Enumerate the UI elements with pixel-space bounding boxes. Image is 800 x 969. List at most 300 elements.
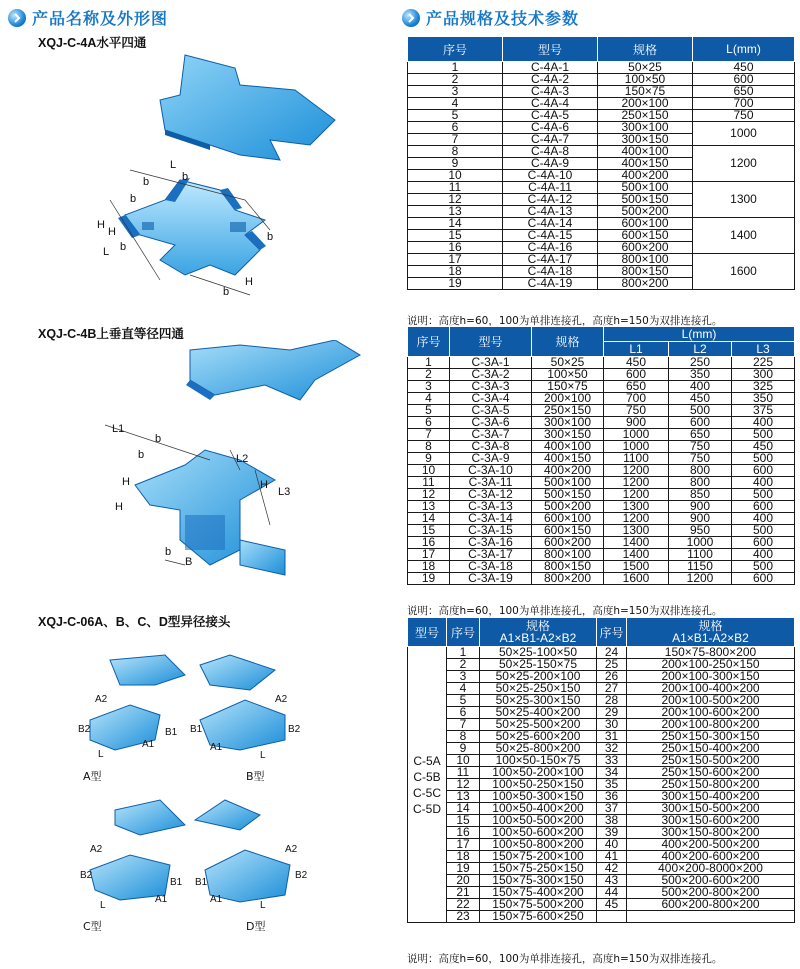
t3-row [408, 875, 795, 887]
t2-row [408, 525, 795, 537]
t1-cell-l: 1600 [693, 254, 795, 290]
t3-cell: 250×150-800×200 [627, 779, 795, 791]
reducer-b [200, 655, 285, 750]
t1-row [408, 182, 795, 194]
fig1-label-b4: b [120, 241, 127, 253]
t1-cell: C-4A-1 [503, 62, 598, 74]
t1-cell-l: 1200 [693, 146, 795, 182]
t3-header-model: 型号 [408, 618, 447, 647]
t3-cell: 40 [597, 839, 627, 851]
dim-b2-a: B2 [78, 724, 91, 735]
t1-cell: C-4A-9 [503, 158, 598, 170]
fig1-label-H3: H [245, 276, 253, 288]
t2-cell: 800 [669, 477, 732, 489]
t3-cell: 150×75-250×150 [480, 863, 597, 875]
t3-cell: 30 [597, 719, 627, 731]
t1-cell-l: 1400 [693, 218, 795, 254]
dim-b2-d: B2 [295, 870, 308, 881]
dim-b1-d: B1 [195, 877, 208, 888]
t1-row [408, 146, 795, 158]
table-4a [407, 36, 795, 290]
t2-cell: 450 [669, 393, 732, 405]
t2-cell: 350 [669, 369, 732, 381]
t3-cell: 28 [597, 695, 627, 707]
t2-cell: 1000 [669, 537, 732, 549]
t1-note: 说明：高度h=60，100为单排连接孔，高度h=150为双排连接孔。 [407, 315, 723, 327]
t3-cell: 44 [597, 887, 627, 899]
t2-cell: 600 [604, 369, 669, 381]
t2-cell: 600 [669, 417, 732, 429]
t1-cell: 500×200 [598, 206, 693, 218]
dim-a2-c: A2 [90, 844, 103, 855]
t1-cell: 17 [408, 254, 503, 266]
t3-cell: 42 [597, 863, 627, 875]
t2-cell: 13 [408, 501, 450, 513]
t2-cell: 225 [732, 357, 795, 369]
t2-cell: 1100 [669, 549, 732, 561]
t3-row [408, 803, 795, 815]
t3-cell: 300×150-500×200 [627, 803, 795, 815]
t2-cell: 800 [669, 465, 732, 477]
dim-a1-d: A1 [210, 894, 223, 905]
t1-cell: 250×150 [598, 110, 693, 122]
t2-header-no: 序号 [408, 327, 450, 357]
t2-header-spec: 规格 [532, 327, 604, 357]
t3-cell: 100×50-400×200 [480, 803, 597, 815]
dim-b1-c: B1 [170, 877, 183, 888]
cross-4a-diagram [70, 50, 400, 315]
t1-header-spec: 规格 [598, 37, 693, 62]
t2-cell: 1300 [604, 525, 669, 537]
t3-cell: 150×75-200×100 [480, 851, 597, 863]
t3-cell: 25 [597, 659, 627, 671]
t2-header-l3: L3 [732, 342, 795, 357]
dim-a1-a: A1 [142, 739, 155, 750]
t1-cell: 12 [408, 194, 503, 206]
t1-cell: 400×100 [598, 146, 693, 158]
t1-cell-l: 1000 [693, 122, 795, 146]
t3-row [408, 779, 795, 791]
t2-cell: 1300 [604, 501, 669, 513]
t2-cell: C-3A-8 [450, 441, 532, 453]
t2-cell: 375 [732, 405, 795, 417]
t3-cell: 39 [597, 827, 627, 839]
t2-cell: 850 [669, 489, 732, 501]
t2-cell: 1200 [604, 477, 669, 489]
t3-row [408, 683, 795, 695]
t3-row [408, 815, 795, 827]
t2-cell: 1200 [604, 489, 669, 501]
t2-cell: C-3A-10 [450, 465, 532, 477]
t3-cell: 31 [597, 731, 627, 743]
t3-cell: 400×200-600×200 [627, 851, 795, 863]
t2-cell: 400 [732, 513, 795, 525]
t1-cell: C-4A-16 [503, 242, 598, 254]
t3-cell: 27 [597, 683, 627, 695]
t2-cell: 200×100 [532, 393, 604, 405]
t1-cell: 2 [408, 74, 503, 86]
t1-cell: 400×150 [598, 158, 693, 170]
t1-cell: C-4A-13 [503, 206, 598, 218]
t3-header-no1: 序号 [447, 618, 480, 647]
t3-row [408, 851, 795, 863]
t1-header-model: 型号 [503, 37, 598, 62]
t2-cell: 8 [408, 441, 450, 453]
dim-a1-b: A1 [210, 742, 223, 753]
t2-row [408, 549, 795, 561]
t2-cell: 500×150 [532, 489, 604, 501]
t3-cell: 32 [597, 743, 627, 755]
fig2-label-H3: H [260, 479, 268, 491]
left-title-text: 产品名称及外形图 [32, 9, 169, 28]
t1-cell: 4 [408, 98, 503, 110]
t1-cell: 600×100 [598, 218, 693, 230]
t3-cell: 50×25-600×200 [480, 731, 597, 743]
t3-cell: 23 [447, 911, 480, 923]
type-b-label: B型 [246, 770, 265, 783]
t2-cell: C-3A-2 [450, 369, 532, 381]
t2-cell: 800×100 [532, 549, 604, 561]
t2-cell: C-3A-11 [450, 477, 532, 489]
t3-cell: 100×50-200×100 [480, 767, 597, 779]
t3-cell: 150×75-500×200 [480, 899, 597, 911]
t3-cell: 17 [447, 839, 480, 851]
t2-row [408, 357, 795, 369]
t1-cell: 7 [408, 134, 503, 146]
t2-cell: C-3A-1 [450, 357, 532, 369]
t2-cell: 1000 [604, 429, 669, 441]
t2-cell: 500 [732, 429, 795, 441]
t2-cell: 400×150 [532, 453, 604, 465]
t3-cell: 50×25-250×150 [480, 683, 597, 695]
dim-l-d: L [260, 900, 266, 911]
t2-cell: 900 [604, 417, 669, 429]
t3-row [408, 791, 795, 803]
t3-cell: 1 [447, 647, 480, 659]
t3-row [408, 899, 795, 911]
t3-cell: 200×100-600×200 [627, 707, 795, 719]
t3-cell: 50×25-100×50 [480, 647, 597, 659]
t1-cell: 500×150 [598, 194, 693, 206]
t3-row [408, 863, 795, 875]
dim-b2-b: B2 [288, 724, 301, 735]
t1-cell: 300×150 [598, 134, 693, 146]
t2-cell: 500×200 [532, 501, 604, 513]
dim-l-a: L [98, 749, 104, 760]
t3-cell: 50×25-200×100 [480, 671, 597, 683]
t3-cell: 14 [447, 803, 480, 815]
t2-row [408, 465, 795, 477]
t2-header-l1: L1 [604, 342, 669, 357]
t1-cell: C-4A-18 [503, 266, 598, 278]
t2-cell: C-3A-14 [450, 513, 532, 525]
t2-cell: 2 [408, 369, 450, 381]
t3-cell: 19 [447, 863, 480, 875]
t2-cell: C-3A-7 [450, 429, 532, 441]
t3-cell: 20 [447, 875, 480, 887]
t3-cell: 50×25-500×200 [480, 719, 597, 731]
t2-row [408, 453, 795, 465]
t2-cell: 17 [408, 549, 450, 561]
t3-cell: 33 [597, 755, 627, 767]
t1-cell: 11 [408, 182, 503, 194]
t3-cell: 300×150-800×200 [627, 827, 795, 839]
t3-row [408, 755, 795, 767]
t2-cell: 1400 [604, 549, 669, 561]
t3-cell: 37 [597, 803, 627, 815]
t3-row [408, 839, 795, 851]
t2-cell: 3 [408, 381, 450, 393]
t2-cell: 750 [669, 453, 732, 465]
right-title-text: 产品规格及技术参数 [426, 9, 580, 28]
t2-cell: 5 [408, 405, 450, 417]
t3-cell: 200×100-800×200 [627, 719, 795, 731]
t2-row [408, 561, 795, 573]
t3-row [408, 767, 795, 779]
t2-cell: 1200 [669, 573, 732, 585]
dim-b2-c: B2 [80, 870, 93, 881]
type-c-label: C型 [83, 920, 102, 933]
t1-cell: 5 [408, 110, 503, 122]
t3-cell: 3 [447, 671, 480, 683]
t2-cell: C-3A-12 [450, 489, 532, 501]
t2-cell: 1000 [604, 441, 669, 453]
t2-cell: 600 [732, 465, 795, 477]
t3-header-spec1: 规格 A1×B1-A2×B2 [480, 618, 597, 647]
t3-cell: 36 [597, 791, 627, 803]
t2-row [408, 537, 795, 549]
t2-row [408, 501, 795, 513]
t1-cell: 15 [408, 230, 503, 242]
t3-cell: 12 [447, 779, 480, 791]
t1-row [408, 218, 795, 230]
t1-row [408, 254, 795, 266]
t3-header-no2: 序号 [597, 618, 627, 647]
t3-cell: 400×200-8000×200 [627, 863, 795, 875]
t2-cell: 16 [408, 537, 450, 549]
t3-cell: 41 [597, 851, 627, 863]
fig1-label-L2: L [103, 246, 110, 258]
t3-cell: 22 [447, 899, 480, 911]
t3-row [408, 731, 795, 743]
t3-cell: 200×100-500×200 [627, 695, 795, 707]
t2-cell: 1400 [604, 537, 669, 549]
t2-row [408, 393, 795, 405]
t3-cell: 21 [447, 887, 480, 899]
t1-cell: 14 [408, 218, 503, 230]
t2-cell: 650 [604, 381, 669, 393]
table-reducer [407, 617, 795, 923]
t1-row [408, 74, 795, 86]
t2-cell: 750 [669, 441, 732, 453]
t2-cell: 9 [408, 453, 450, 465]
fig2-label-b3: b [165, 546, 172, 558]
t3-cell: 300×150-600×200 [627, 815, 795, 827]
t2-cell: C-3A-18 [450, 561, 532, 573]
t2-cell: C-3A-9 [450, 453, 532, 465]
dim-a2-b: A2 [275, 694, 288, 705]
t3-cell: 29 [597, 707, 627, 719]
t2-cell: 350 [732, 393, 795, 405]
dim-a1-c: A1 [155, 894, 168, 905]
dim-l-c: L [100, 900, 106, 911]
t1-cell-l: 1300 [693, 182, 795, 218]
t2-cell: 900 [669, 501, 732, 513]
t2-cell: C-3A-13 [450, 501, 532, 513]
type-a-label: A型 [83, 770, 102, 783]
t2-cell: 800×150 [532, 561, 604, 573]
t2-cell: 1150 [669, 561, 732, 573]
t1-cell: 3 [408, 86, 503, 98]
fig2-label-L1: L1 [112, 423, 125, 435]
t2-cell: C-3A-16 [450, 537, 532, 549]
t3-row [408, 719, 795, 731]
t2-cell: C-3A-17 [450, 549, 532, 561]
t3-header-spec2: 规格 A1×B1-A2×B2 [627, 618, 795, 647]
fig2-label-H2: H [115, 501, 123, 513]
t1-cell: C-4A-10 [503, 170, 598, 182]
t1-cell-l: 450 [693, 62, 795, 74]
t2-cell: C-3A-5 [450, 405, 532, 417]
t3-cell: 50×25-400×200 [480, 707, 597, 719]
t1-cell: 600×200 [598, 242, 693, 254]
t2-cell: 18 [408, 561, 450, 573]
t2-row [408, 513, 795, 525]
t3-row [408, 827, 795, 839]
fig1-label-H1: H [97, 219, 105, 231]
t3-cell [597, 911, 627, 923]
t1-cell: 19 [408, 278, 503, 290]
t3-row [408, 911, 795, 923]
t2-row [408, 381, 795, 393]
t2-cell: 6 [408, 417, 450, 429]
t3-row [408, 647, 795, 659]
t2-row [408, 573, 795, 585]
t3-cell: 250×150-400×200 [627, 743, 795, 755]
t1-cell: 8 [408, 146, 503, 158]
t1-cell-l: 750 [693, 110, 795, 122]
t2-cell: 150×75 [532, 381, 604, 393]
t2-cell: 7 [408, 429, 450, 441]
dim-b1-a: B1 [165, 727, 178, 738]
t2-cell: 500 [732, 525, 795, 537]
t2-cell: 450 [732, 441, 795, 453]
t3-cell: 400×200-500×200 [627, 839, 795, 851]
t1-cell-l: 600 [693, 74, 795, 86]
t3-cell: 45 [597, 899, 627, 911]
fig1-label-b3: b [130, 193, 137, 205]
t2-cell: 1200 [604, 465, 669, 477]
t3-cell: 9 [447, 743, 480, 755]
table-3a [407, 326, 795, 585]
t3-cell: 4 [447, 683, 480, 695]
dim-b1-b: B1 [190, 724, 203, 735]
type-d-label: D型 [246, 920, 266, 933]
t1-cell: 800×150 [598, 266, 693, 278]
t2-cell: 325 [732, 381, 795, 393]
t1-cell: C-4A-17 [503, 254, 598, 266]
t3-cell: 50×25-300×150 [480, 695, 597, 707]
t3-cell: 100×50-250×150 [480, 779, 597, 791]
t3-cell: 50×25-800×200 [480, 743, 597, 755]
t3-cell: 100×50-300×150 [480, 791, 597, 803]
caption-4a: XQJ-C-4A水平四通 [38, 36, 147, 50]
t2-note: 说明：高度h=60，100为单排连接孔，高度h=150为双排连接孔。 [407, 605, 723, 617]
dim-a2-a: A2 [95, 694, 108, 705]
t1-row [408, 98, 795, 110]
t3-cell: 300×150-400×200 [627, 791, 795, 803]
t2-cell: C-3A-3 [450, 381, 532, 393]
fig1-label-H2: H [108, 226, 116, 238]
t3-cell: 250×150-500×200 [627, 755, 795, 767]
t2-cell: 500 [732, 453, 795, 465]
t1-cell: C-4A-7 [503, 134, 598, 146]
t3-cell: 100×50-600×200 [480, 827, 597, 839]
t1-cell: 16 [408, 242, 503, 254]
t2-cell: C-3A-6 [450, 417, 532, 429]
t1-cell: C-4A-12 [503, 194, 598, 206]
t2-cell: 500×100 [532, 477, 604, 489]
t1-cell: C-4A-11 [503, 182, 598, 194]
t2-row [408, 405, 795, 417]
arrow-circle-icon [8, 9, 26, 27]
t2-cell: 600 [732, 501, 795, 513]
t3-cell: 150×75-300×150 [480, 875, 597, 887]
t1-cell: 50×25 [598, 62, 693, 74]
t1-cell: 300×100 [598, 122, 693, 134]
t2-cell: 400×100 [532, 441, 604, 453]
t3-cell: 26 [597, 671, 627, 683]
t1-cell: 800×200 [598, 278, 693, 290]
t3-cell: 34 [597, 767, 627, 779]
t2-cell: 900 [669, 513, 732, 525]
t3-cell: 24 [597, 647, 627, 659]
t1-cell: 100×50 [598, 74, 693, 86]
t2-cell: 11 [408, 477, 450, 489]
t2-cell: 100×50 [532, 369, 604, 381]
t3-cell: 15 [447, 815, 480, 827]
t2-cell: 250×150 [532, 405, 604, 417]
t2-cell: 12 [408, 489, 450, 501]
t3-row [408, 743, 795, 755]
t2-cell: 10 [408, 465, 450, 477]
t3-cell: 7 [447, 719, 480, 731]
arrow-circle-icon [402, 9, 420, 27]
t1-cell: 400×200 [598, 170, 693, 182]
t2-cell: 300×150 [532, 429, 604, 441]
t2-row [408, 429, 795, 441]
t2-header-l: L(mm) [604, 327, 795, 342]
t2-cell: 650 [669, 429, 732, 441]
t2-cell: 600×100 [532, 513, 604, 525]
fig1-label-L: L [170, 159, 177, 171]
t3-row [408, 887, 795, 899]
dim-a2-d: A2 [285, 844, 298, 855]
t2-row [408, 441, 795, 453]
t1-cell: C-4A-8 [503, 146, 598, 158]
t1-cell-l: 650 [693, 86, 795, 98]
t1-cell: 18 [408, 266, 503, 278]
t2-cell: 250 [669, 357, 732, 369]
fig1-label-b6: b [267, 231, 274, 243]
t2-header-model: 型号 [450, 327, 532, 357]
t2-row [408, 369, 795, 381]
t3-cell: 10 [447, 755, 480, 767]
t3-cell: 43 [597, 875, 627, 887]
t2-cell: 4 [408, 393, 450, 405]
t2-row [408, 489, 795, 501]
t1-cell: C-4A-4 [503, 98, 598, 110]
